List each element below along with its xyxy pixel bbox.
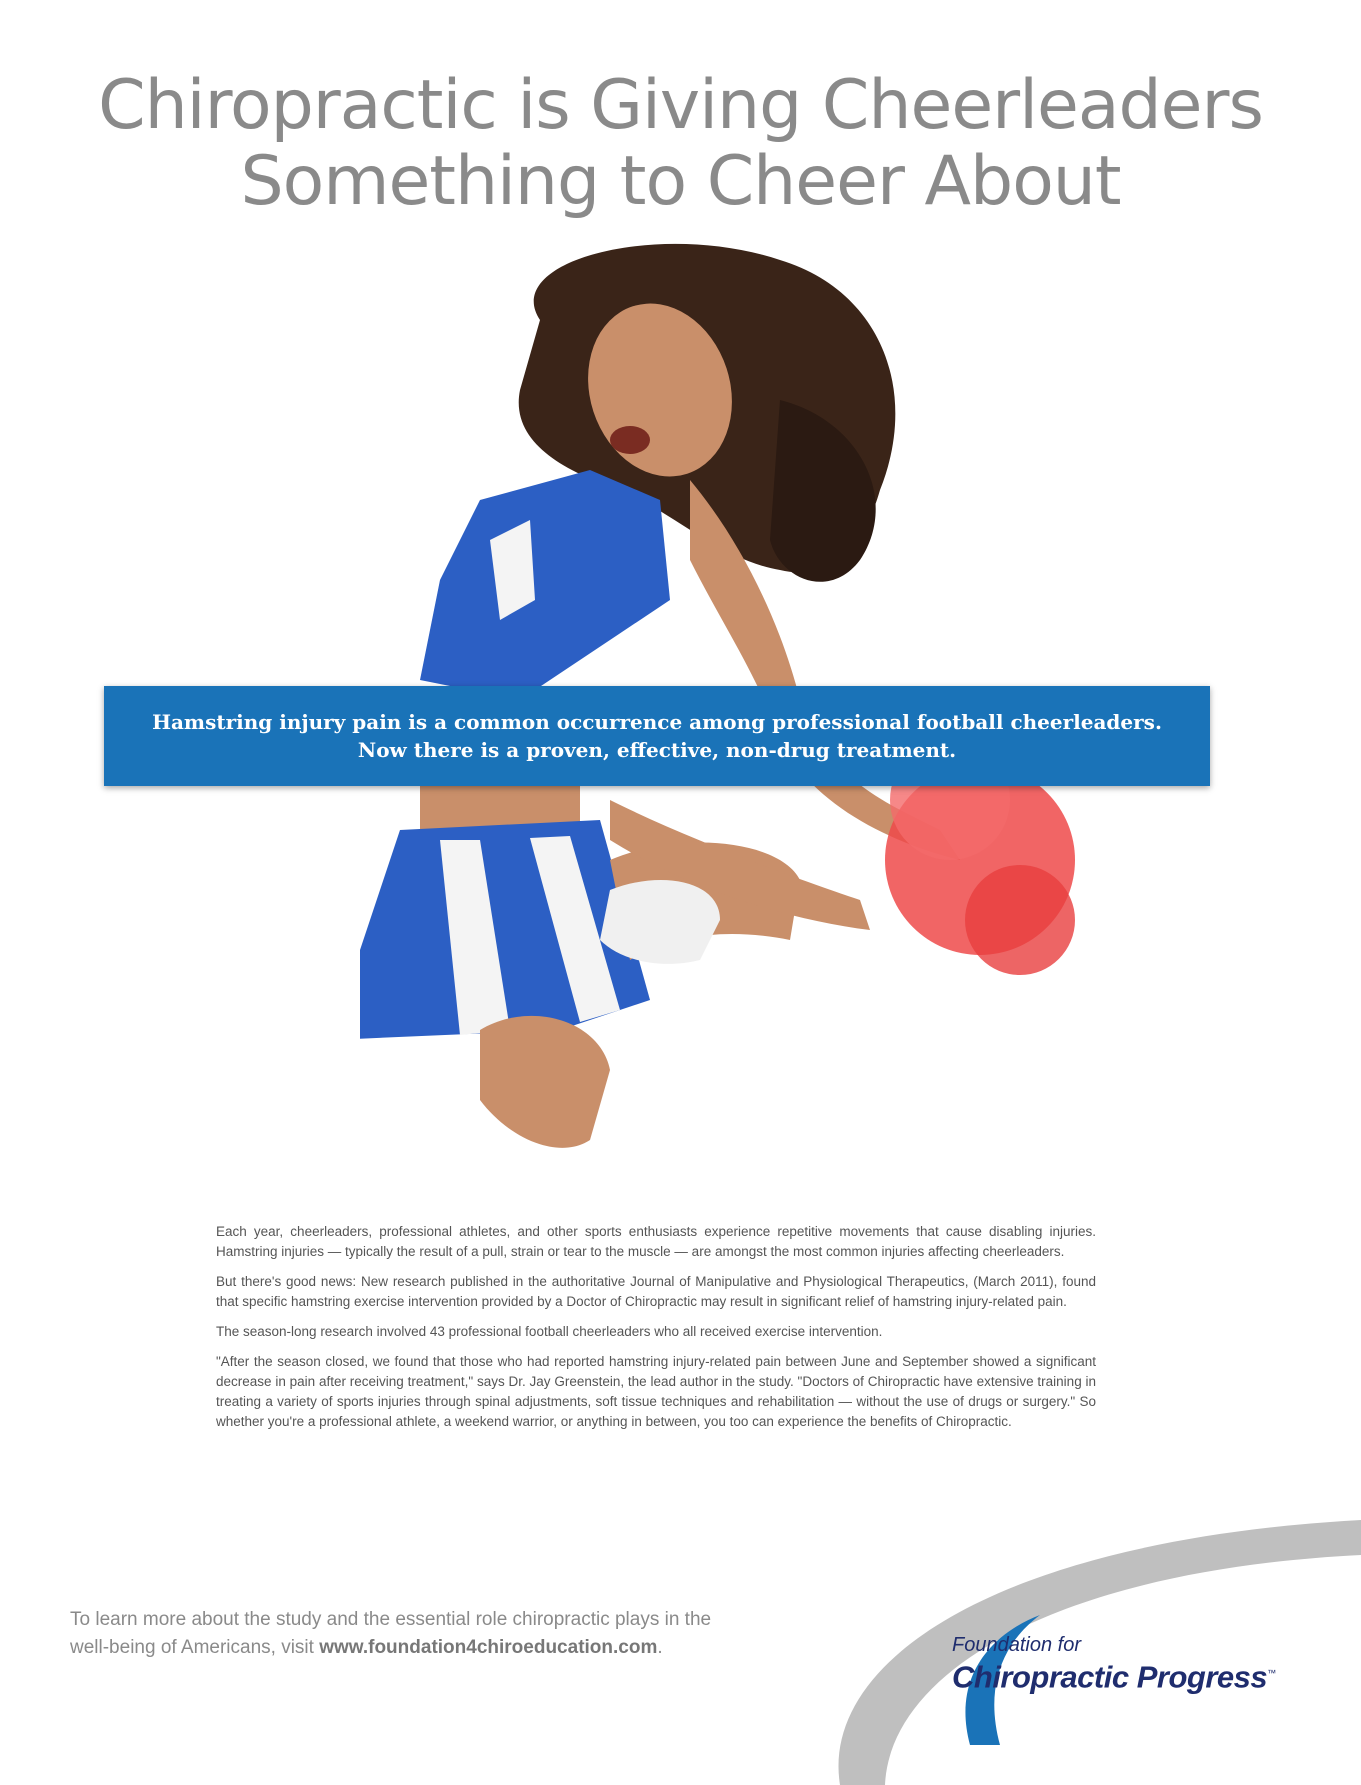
body-paragraph-2: But there's good news: New research published in the authoritative Journal of Manipulative and Physiological Therapeutics, (March 2011), found that specific hamstring exercise intervention provided by a Doctor of Chiropractic may result in significant relief of hamstring injury-related pain. (216, 1274, 1096, 1309)
headline (0, 68, 1361, 220)
body-paragraph-4: "After the season closed, we found that those who had reported hamstring injury-related pain between June and September showed a significant decrease in pain after receiving treatment," says Dr. Jay Greenstein, the lead author in the study. "Doctors of Chiropractic have extensive training in treating a variety of sports injuries through spinal adjustments, soft tissue techniques and rehabilitation — without the use of drugs or surgery." So whether you're a professional athlete, a weekend warrior, or anything in between, you too can experience the benefits of Chiropractic. (216, 1354, 1096, 1429)
mouth-shape (610, 426, 650, 454)
headline-banner (104, 686, 1210, 786)
body-paragraph-1: Each year, cheerleaders, professional athletes, and other sports enthusiasts experience repetitive movements that cause disabling injuries. Hamstring injuries — typically the result of a pull, strain or tear to the muscle — are amongst the most common injuries affecting cheerleaders. (216, 1224, 1096, 1259)
website-link[interactable]: www.foundation4chiroeducation.com (319, 1637, 658, 1658)
foundation-logo (952, 1634, 1276, 1694)
uniform-top (420, 470, 670, 700)
leg-shape (480, 1016, 610, 1148)
cta-line-1: To learn more about the study and the essential role chiropractic plays in the (70, 1609, 712, 1630)
body-copy (216, 1222, 1096, 1442)
banner-line-1: Hamstring injury pain is a common occurrence among professional football cheerleaders. (152, 710, 1162, 734)
logo-line-2 (952, 1656, 1276, 1694)
cta-line-2 (70, 1634, 830, 1662)
cta-suffix: . (657, 1637, 663, 1658)
logo-name: Chiropractic Progress (952, 1659, 1268, 1695)
logo-line-1: Foundation for (952, 1634, 1081, 1656)
headline-line-1: Chiropractic is Giving Cheerleaders (98, 66, 1263, 145)
banner-line-2: Now there is a proven, effective, non-drug treatment. (357, 738, 957, 762)
shoe-shape (600, 880, 720, 964)
pompom (965, 865, 1075, 975)
cta-prefix: well-being of Americans, visit (70, 1637, 320, 1658)
headline-line-2: Something to Cheer About (240, 142, 1121, 221)
trademark-symbol: ™ (1267, 1668, 1276, 1678)
body-paragraph-3: The season-long research involved 43 professional football cheerleaders who all received exercise intervention. (216, 1324, 883, 1339)
call-to-action (70, 1606, 830, 1662)
